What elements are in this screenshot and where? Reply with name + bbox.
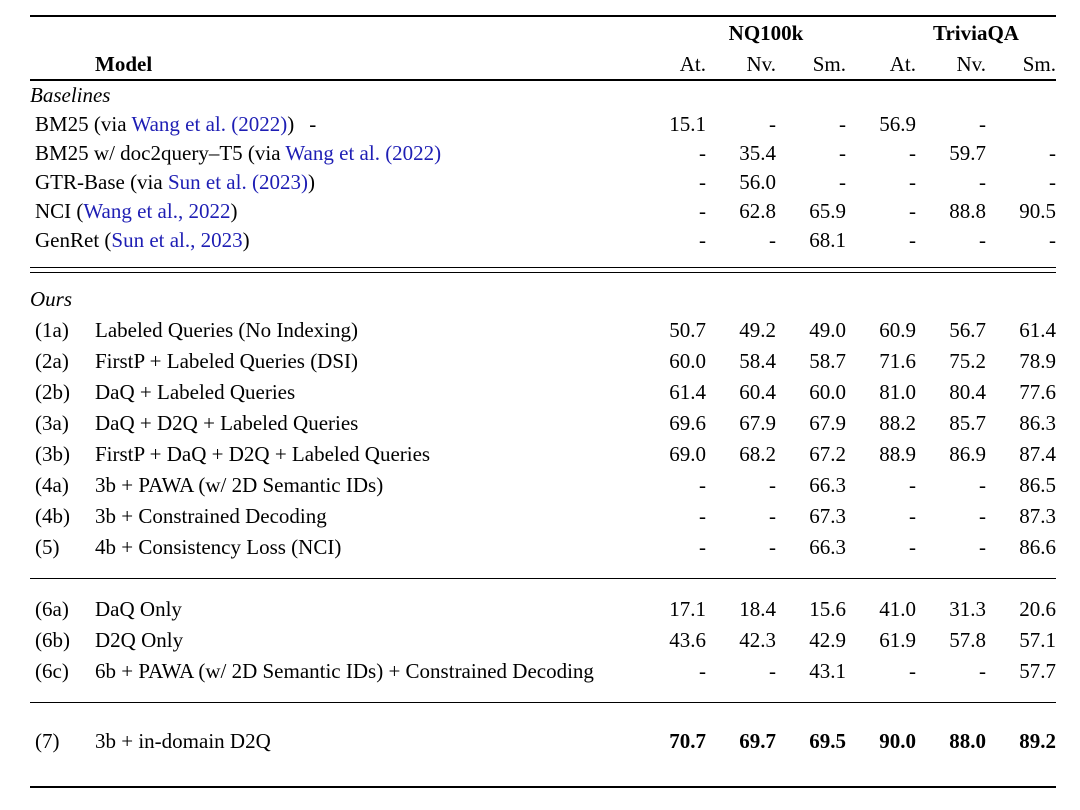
citation-link[interactable]: Sun et al. (2023) — [167, 170, 308, 194]
metric-cell: 86.3 — [1019, 411, 1056, 435]
model-text: 3b + PAWA (w/ 2D Semantic IDs) — [95, 473, 384, 497]
metric-cell: 69.7 — [739, 728, 776, 753]
section-label: Baselines — [30, 83, 111, 107]
stray-dash: - — [309, 112, 317, 136]
metric-cell: 88.8 — [949, 199, 986, 223]
metric-cell: 67.2 — [809, 442, 846, 466]
metric-cell: 71.6 — [879, 349, 916, 373]
model-cell — [30, 470, 636, 501]
empty-header-cell — [30, 17, 636, 49]
model-cell — [30, 594, 636, 625]
model-cell — [30, 625, 636, 656]
metric-cell: 87.4 — [1019, 442, 1056, 466]
metric-cell: 67.9 — [809, 411, 846, 435]
metric-cell: 87.3 — [1019, 504, 1056, 528]
metric-cell: 42.9 — [809, 628, 846, 652]
metric-cell: 66.3 — [809, 535, 846, 559]
section-label-row — [30, 81, 1056, 110]
rule-divider — [30, 687, 1056, 718]
table-row — [30, 501, 1056, 532]
metric-cell: 67.9 — [739, 411, 776, 435]
model-text: GenRet ( — [35, 228, 112, 252]
metric-cell: 69.6 — [669, 411, 706, 435]
model-text: ) — [287, 112, 295, 136]
rule-divider — [30, 764, 1056, 810]
metric-cell: 41.0 — [879, 597, 916, 621]
metric-cell: 43.6 — [669, 628, 706, 652]
column-header: Nv. — [956, 51, 986, 76]
metric-cell: - — [909, 141, 916, 165]
model-text: FirstP + Labeled Queries (DSI) — [95, 349, 359, 373]
metric-cell: 85.7 — [949, 411, 986, 435]
table-row — [30, 656, 1056, 687]
model-text: ) — [242, 228, 250, 252]
table-row — [30, 315, 1056, 346]
metric-cell: - — [1049, 141, 1056, 165]
rule-divider — [30, 563, 1056, 594]
row-id: (6a) — [35, 597, 69, 621]
model-text: DaQ + D2Q + Labeled Queries — [95, 411, 359, 435]
metric-cell: 15.1 — [669, 112, 706, 136]
metric-cell: 60.4 — [739, 380, 776, 404]
metric-cell: 65.9 — [809, 199, 846, 223]
table-row — [30, 439, 1056, 470]
metric-cell: - — [979, 659, 986, 683]
row-id: (7) — [35, 728, 60, 753]
column-header: Sm. — [1022, 51, 1056, 76]
metric-cell: - — [979, 535, 986, 559]
model-text: 3b + Constrained Decoding — [95, 504, 327, 528]
citation-link[interactable]: Wang et al., 2022 — [83, 199, 231, 223]
metric-cell: 57.1 — [1019, 628, 1056, 652]
model-cell — [30, 377, 636, 408]
model-cell — [30, 315, 636, 346]
metric-cell: 56.7 — [949, 318, 986, 342]
model-cell — [30, 168, 636, 197]
metric-cell: 59.7 — [949, 141, 986, 165]
metric-cell: 88.2 — [879, 411, 916, 435]
group-header-row — [30, 17, 1056, 49]
metric-cell: - — [979, 473, 986, 497]
metric-cell: 58.7 — [809, 349, 846, 373]
metric-cell: 86.6 — [1019, 535, 1056, 559]
model-cell — [30, 139, 636, 168]
metric-cell: 31.3 — [949, 597, 986, 621]
metric-cell: 50.7 — [669, 318, 706, 342]
metric-cell: 17.1 — [669, 597, 706, 621]
table-row — [30, 718, 1056, 764]
column-header: Sm. — [812, 51, 846, 76]
metric-cell: - — [699, 659, 706, 683]
model-text: D2Q Only — [95, 628, 184, 652]
metric-cell: - — [699, 504, 706, 528]
metric-cell: - — [909, 170, 916, 194]
table-row — [30, 470, 1056, 501]
metric-cell: 78.9 — [1019, 349, 1056, 373]
model-cell — [30, 110, 636, 139]
table-row — [30, 346, 1056, 377]
model-cell — [30, 718, 636, 764]
row-id: (4a) — [35, 473, 69, 497]
table-row — [30, 408, 1056, 439]
metric-cell: 88.9 — [879, 442, 916, 466]
metric-cell: 86.5 — [1019, 473, 1056, 497]
section-final — [30, 718, 1056, 810]
table-row — [30, 377, 1056, 408]
metric-cell: - — [909, 504, 916, 528]
metric-cell: 20.6 — [1019, 597, 1056, 621]
table-row — [30, 532, 1056, 563]
metric-cell: - — [979, 112, 986, 136]
column-header-row — [30, 49, 1056, 79]
model-cell — [30, 532, 636, 563]
metric-cell: 18.4 — [739, 597, 776, 621]
row-id: (2a) — [35, 349, 69, 373]
table-row — [30, 110, 1056, 139]
metric-cell: - — [699, 170, 706, 194]
model-text: DaQ Only — [95, 597, 182, 621]
paper-page — [0, 15, 1080, 753]
metric-cell: 56.9 — [879, 112, 916, 136]
table-row — [30, 139, 1056, 168]
citation-link[interactable]: Wang et al. (2022) — [285, 141, 442, 165]
table-row — [30, 168, 1056, 197]
results-table — [30, 15, 1056, 810]
column-header: At. — [889, 51, 916, 76]
row-id: (2b) — [35, 380, 70, 404]
metric-cell: - — [839, 112, 846, 136]
metric-cell: 69.0 — [669, 442, 706, 466]
metric-cell: 75.2 — [949, 349, 986, 373]
model-cell — [30, 656, 636, 687]
model-text: Labeled Queries (No Indexing) — [95, 318, 358, 342]
model-cell — [30, 346, 636, 377]
metric-cell: 57.7 — [1019, 659, 1056, 683]
metric-cell: 90.0 — [879, 728, 916, 753]
metric-cell: 86.9 — [949, 442, 986, 466]
model-text: FirstP + DaQ + D2Q + Labeled Queries — [95, 442, 431, 466]
metric-cell: - — [699, 141, 706, 165]
model-text: BM25 w/ doc2query–T5 (via — [35, 141, 286, 165]
model-text: 6b + PAWA (w/ 2D Semantic IDs) + Constrained Decoding — [95, 659, 594, 683]
metric-cell: 49.2 — [739, 318, 776, 342]
model-cell — [30, 197, 636, 226]
metric-cell: 68.2 — [739, 442, 776, 466]
metric-cell: 70.7 — [669, 728, 706, 753]
metric-cell: 42.3 — [739, 628, 776, 652]
metric-cell: 90.5 — [1019, 199, 1056, 223]
metric-cell: 88.0 — [949, 728, 986, 753]
metric-cell: 81.0 — [879, 380, 916, 404]
metric-cell: 60.0 — [809, 380, 846, 404]
column-header: At. — [679, 51, 706, 76]
metric-cell: - — [769, 659, 776, 683]
metric-cell: 56.0 — [739, 170, 776, 194]
model-text: 4b + Consistency Loss (NCI) — [95, 535, 342, 559]
model-text: ) — [230, 199, 238, 223]
row-id: (1a) — [35, 318, 69, 342]
metric-cell: 62.8 — [739, 199, 776, 223]
model-text: DaQ + Labeled Queries — [95, 380, 296, 404]
row-id: (3b) — [35, 442, 70, 466]
metric-cell: - — [769, 535, 776, 559]
row-id: (4b) — [35, 504, 70, 528]
metric-cell: 57.8 — [949, 628, 986, 652]
metric-cell: 60.0 — [669, 349, 706, 373]
metric-cell: 80.4 — [949, 380, 986, 404]
metric-cell: - — [839, 170, 846, 194]
metric-cell: 35.4 — [739, 141, 776, 165]
metric-cell: - — [979, 170, 986, 194]
section-ours — [30, 284, 1056, 594]
section-baselines — [30, 81, 1056, 284]
metric-cell: 68.1 — [809, 228, 846, 252]
model-cell — [30, 226, 636, 255]
metric-cell: 49.0 — [809, 318, 846, 342]
metric-cell: - — [769, 112, 776, 136]
metric-cell: - — [699, 473, 706, 497]
table-row — [30, 197, 1056, 226]
metric-cell: - — [909, 473, 916, 497]
metric-cell: - — [979, 504, 986, 528]
metric-cell: - — [979, 228, 986, 252]
group-header-nq100k: NQ100k — [728, 20, 804, 45]
metric-cell: - — [909, 228, 916, 252]
metric-cell — [986, 110, 1056, 139]
model-text: 3b + in-domain D2Q — [95, 728, 271, 753]
metric-cell: - — [769, 228, 776, 252]
model-cell — [30, 439, 636, 470]
metric-cell: - — [699, 228, 706, 252]
metric-cell: 69.5 — [809, 728, 846, 753]
model-cell — [30, 501, 636, 532]
metric-cell: - — [909, 199, 916, 223]
metric-cell: 66.3 — [809, 473, 846, 497]
metric-cell: 77.6 — [1019, 380, 1056, 404]
table-row — [30, 625, 1056, 656]
model-cell — [30, 408, 636, 439]
section-ablations — [30, 594, 1056, 718]
citation-link[interactable]: Sun et al., 2023 — [111, 228, 243, 252]
table-header — [30, 15, 1056, 81]
metric-cell: 61.4 — [1019, 318, 1056, 342]
section-label: Ours — [30, 287, 73, 311]
metric-cell: 67.3 — [809, 504, 846, 528]
row-id: (6c) — [35, 659, 69, 683]
metric-cell: - — [909, 535, 916, 559]
metric-cell: - — [839, 141, 846, 165]
group-header-triviaqa: TriviaQA — [933, 20, 1019, 45]
rule-divider — [30, 255, 1056, 284]
table-row — [30, 594, 1056, 625]
metric-cell: 60.9 — [879, 318, 916, 342]
metric-cell: 61.4 — [669, 380, 706, 404]
model-text: BM25 (via — [35, 112, 132, 136]
model-text: GTR-Base (via — [35, 170, 168, 194]
metric-cell: - — [1049, 228, 1056, 252]
metric-cell: 61.9 — [879, 628, 916, 652]
table-row — [30, 226, 1056, 255]
metric-cell: - — [769, 473, 776, 497]
column-header: Nv. — [746, 51, 776, 76]
row-id: (6b) — [35, 628, 70, 652]
metric-cell: - — [769, 504, 776, 528]
model-text: NCI ( — [35, 199, 84, 223]
column-header-model: Model — [95, 51, 153, 76]
model-text: ) — [307, 170, 315, 194]
metric-cell: 43.1 — [809, 659, 846, 683]
row-id: (5) — [35, 535, 60, 559]
metric-cell: 89.2 — [1019, 728, 1056, 753]
metric-cell: - — [699, 535, 706, 559]
metric-cell: - — [699, 199, 706, 223]
section-label-row — [30, 284, 1056, 315]
row-id: (3a) — [35, 411, 69, 435]
metric-cell: 15.6 — [809, 597, 846, 621]
metric-cell: - — [909, 659, 916, 683]
citation-link[interactable]: Wang et al. (2022) — [131, 112, 288, 136]
metric-cell: 58.4 — [739, 349, 776, 373]
metric-cell: - — [1049, 170, 1056, 194]
